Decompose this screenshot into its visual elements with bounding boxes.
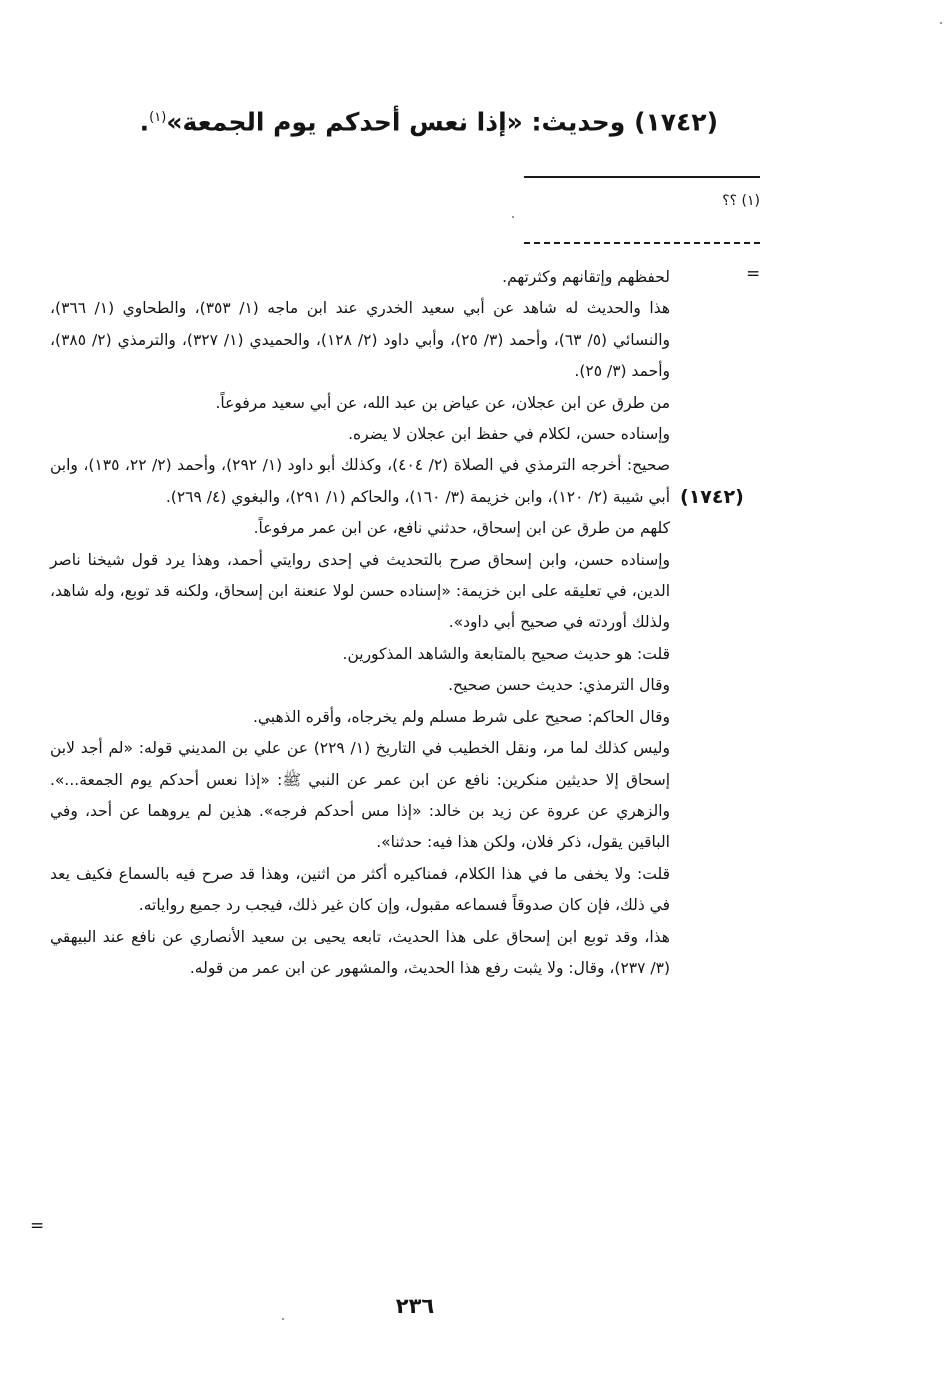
footnote-separator	[524, 176, 760, 178]
paragraph-1: لحفظهم وإتقانهم وكثرتهم.	[502, 268, 670, 286]
heading-footnote-ref: (١)	[149, 110, 167, 125]
paragraph-2: هذا والحديث له شاهد عن أبي سعيد الخدري عند ابن ماجه (١/ ٣٥٣)، والطحاوي (١/ ٣٦٦)، والنسائي (٥/ ٦٣)، وأحمد (٣/ ٢٥)، وأبي داود (٢/ ١٢٨)، والحميدي (١/ ٣٢٧)، والترمذي (٢/ ٣٨٥)، وأحمد (٣/ ٢٥).	[50, 299, 671, 381]
paragraph-6: كلهم من طرق عن ابن إسحاق، حدثني نافع، عن ابن عمر مرفوعاً.	[253, 519, 670, 538]
paragraph-4: وإسناده حسن، لكلام في حفظ ابن عجلان لا يضره.	[348, 425, 670, 444]
paragraph-13: هذا، وقد توبع ابن إسحاق على هذا الحديث، تابعه يحيى بن سعيد الأنصاري عن نافع عند البيهقي (٣/ ٢٣٧)، وقال: ولا يثبت رفع هذا الحديث، والمشهور عن ابن عمر من قوله.	[50, 927, 670, 977]
entry-number: (١٧٤٢)	[680, 486, 744, 508]
footnote	[560, 190, 760, 212]
scan-speck	[940, 22, 942, 24]
hadith-heading	[139, 98, 718, 142]
footnote-text: ؟؟	[722, 193, 738, 209]
paragraph-3: من طرق عن ابن عجلان، عن عياض بن عبد الله، عن أبي سعيد مرفوعاً.	[215, 393, 670, 412]
continuation-mark-bottom: =	[30, 1216, 45, 1236]
scan-speck	[512, 216, 514, 218]
paragraph-12: قلت: ولا يخفى ما في هذا الكلام، فمناكيره أكثر من اثنين، وهذا قد صرح فيه بالسماع فكيف يعد في ذلك، فإن كان صدوقاً فسماعه مقبول، وإن كان غير ذلك، فيجب رد جميع رواياته.	[50, 864, 670, 915]
paragraph-5: صحيح: أخرجه الترمذي في الصلاة (٢/ ٤٠٤)، وكذلك أبو داود (١/ ٢٩٢)، وأحمد (٢/ ٢٢، ١٣٥)، وابن أبي شيبة (٢/ ١٢٠)، وابن خزيمة (٣/ ١٦٠)، والحاكم (١/ ٢٩١)، والبغوي (٤/ ٢٦٩).	[50, 456, 670, 506]
commentary-separator	[524, 242, 760, 244]
commentary-body	[50, 262, 670, 984]
heading-end: .	[139, 107, 150, 137]
paragraph-11: وليس كذلك لما مر، ونقل الخطيب في التاريخ (١/ ٢٢٩) عن علي بن المديني قوله: «لم أجد لابن إسحاق إلا حديثين منكرين: نافع عن ابن عمر عن النبي ﷺ: «إذا نعس أحدكم يوم الجمعة...». والزهري عن عروة عن زيد بن خالد: «إذا مس أحدكم فرجه». هذين لم يروهما عن أحد، وفي الباقين يقول، ذكر فلان، ولكن هذا فيه: حدثنا».	[50, 739, 670, 852]
heading-text: وحديث: «إذا نعس أحدكم يوم الجمعة»	[166, 107, 626, 137]
scan-speck	[282, 1318, 284, 1320]
continuation-mark-top: =	[746, 264, 761, 284]
footnote-marker: (١)	[741, 193, 760, 209]
heading-number: (١٧٤٢)	[634, 107, 718, 137]
paragraph-9: وقال الترمذي: حديث حسن صحيح.	[448, 676, 670, 695]
paragraph-10: وقال الحاكم: صحيح على شرط مسلم ولم يخرجاه، وأقره الذهبي.	[252, 707, 670, 726]
page-number: ٢٣٦	[395, 1294, 435, 1318]
paragraph-8: قلت: هو حديث صحيح بالمتابعة والشاهد المذكورين.	[342, 644, 670, 663]
paragraph-7: وإسناده حسن، وابن إسحاق صرح بالتحديث في إحدى روايتي أحمد، وهذا يرد قول شيخنا ناصر الدين، في تعليقه على ابن خزيمة: «إسناده حسن لولا عنعنة ابن إسحاق، ولكنه قد توبع، وله شاهد، ولذلك أوردته في صحيح أبي داود».	[50, 550, 670, 632]
